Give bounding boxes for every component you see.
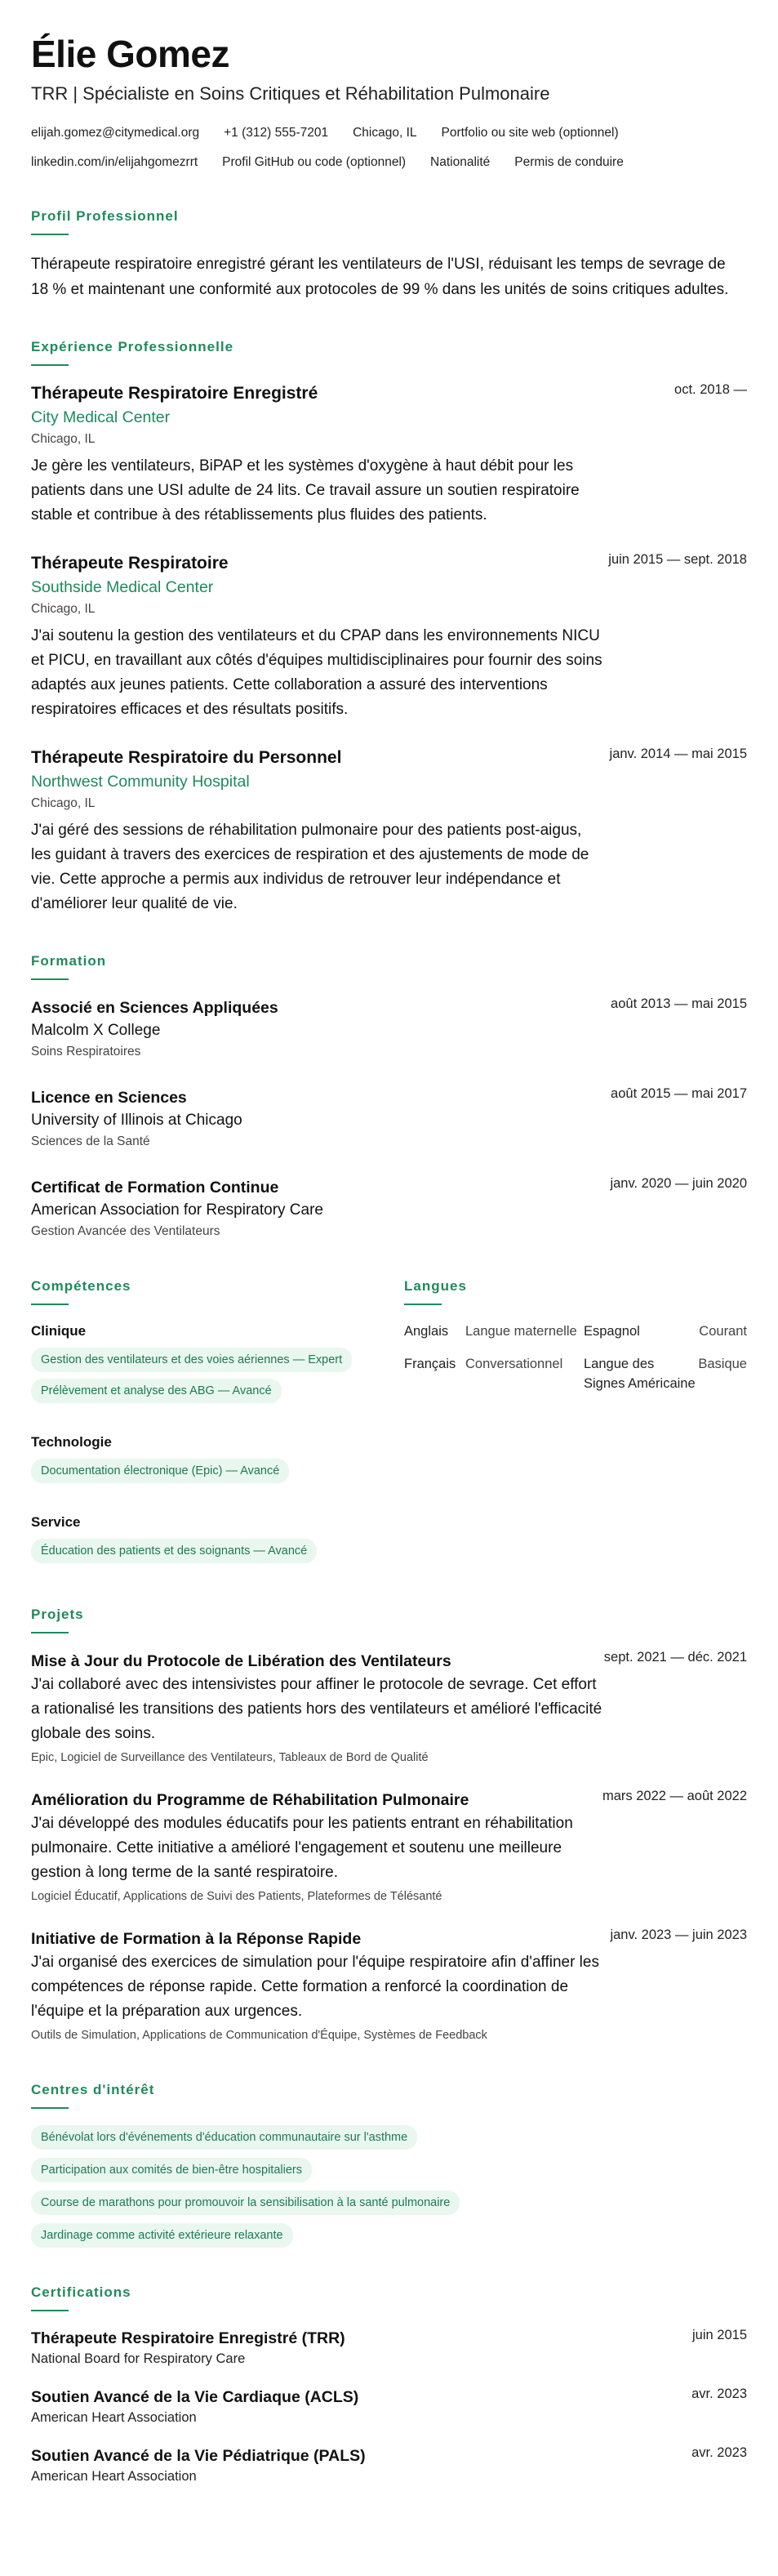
skill-category: Technologie bbox=[31, 1434, 112, 1450]
education-degree: Certificat de Formation Continue bbox=[31, 1179, 279, 1197]
certification-date: avr. 2023 bbox=[691, 2387, 747, 2401]
skills-languages-row bbox=[31, 1277, 747, 1570]
entry-date: oct. 2018 — bbox=[674, 382, 747, 397]
education-school: American Association for Respiratory Care bbox=[31, 1201, 323, 1219]
skill-category: Service bbox=[31, 1514, 81, 1530]
education-date: août 2013 — mai 2015 bbox=[611, 996, 747, 1011]
language-name: Espagnol bbox=[584, 1324, 640, 1339]
section-title: Expérience Professionnelle bbox=[31, 339, 234, 354]
project-date: mars 2022 — août 2022 bbox=[602, 1789, 747, 1803]
interest-tag: Bénévolat lors d'événements d'éducation communautaire sur l'asthme bbox=[31, 2125, 417, 2150]
education-degree: Licence en Sciences bbox=[31, 1089, 187, 1107]
section-title: Projets bbox=[31, 1607, 84, 1622]
experience-entry bbox=[31, 747, 747, 916]
contact-portfolio[interactable]: Portfolio ou site web (optionnel) bbox=[441, 126, 619, 140]
experience-section bbox=[31, 338, 747, 916]
entry-location: Chicago, IL bbox=[31, 602, 96, 616]
contact-email[interactable]: elijah.gomez@citymedical.org bbox=[31, 126, 200, 140]
project-date: janv. 2023 — juin 2023 bbox=[610, 1928, 747, 1942]
candidate-name: Élie Gomez bbox=[31, 33, 229, 75]
skill-category: Clinique bbox=[31, 1323, 87, 1339]
language-level: Courant bbox=[699, 1324, 747, 1339]
section-title: Certifications bbox=[31, 2284, 131, 2300]
contact-github[interactable]: Profil GitHub ou code (optionnel) bbox=[222, 155, 407, 169]
skills-section bbox=[31, 1277, 374, 1570]
section-title: Langues bbox=[404, 1278, 467, 1294]
certification-date: juin 2015 bbox=[692, 2328, 747, 2342]
project-description: J'ai collaboré avec des intensivistes pour affiner le protocole de sevrage. Cet effort a rationalisé les transitions des patients hors des ventilateurs et amélioré l'efficacité globale des soins. bbox=[31, 1676, 602, 1742]
interest-tag: Jardinage comme activité extérieure relaxante bbox=[31, 2223, 293, 2248]
contact-list bbox=[31, 124, 749, 172]
language-name: Français bbox=[404, 1357, 456, 1371]
project-date: sept. 2021 — déc. 2021 bbox=[603, 1650, 747, 1665]
profile-section bbox=[31, 207, 747, 302]
skill-tag: Éducation des patients et des soignants — Avancé bbox=[31, 1539, 317, 1563]
education-field: Gestion Avancée des Ventilateurs bbox=[31, 1224, 220, 1238]
education-date: janv. 2020 — juin 2020 bbox=[610, 1176, 747, 1191]
entry-location: Chicago, IL bbox=[31, 796, 96, 810]
entry-organization: City Medical Center bbox=[31, 408, 171, 426]
entry-location: Chicago, IL bbox=[31, 432, 96, 446]
project-description: J'ai développé des modules éducatifs pour les patients entrant en réhabilitation pulmonaire. Cette initiative a amélioré l'engagement et soutenu une meilleure gestion à long terme de la santé respiratoire. bbox=[31, 1815, 573, 1881]
certification-issuer: American Heart Association bbox=[31, 2469, 197, 2484]
project-technologies: Logiciel Éducatif, Applications de Suivi des Patients, Plateformes de Télésanté bbox=[31, 1890, 442, 1903]
skill-group bbox=[31, 1433, 374, 1490]
education-entry bbox=[31, 1086, 747, 1152]
contact-phone[interactable]: +1 (312) 555-7201 bbox=[224, 126, 329, 140]
skill-group bbox=[31, 1321, 374, 1410]
contact-license: Permis de conduire bbox=[514, 155, 624, 169]
education-date: août 2015 — mai 2017 bbox=[611, 1086, 747, 1101]
education-field: Sciences de la Santé bbox=[31, 1134, 150, 1148]
education-entry bbox=[31, 996, 747, 1062]
section-divider bbox=[31, 978, 69, 980]
interests-section bbox=[31, 2081, 747, 2248]
education-degree: Associé en Sciences Appliquées bbox=[31, 999, 278, 1017]
project-technologies: Epic, Logiciel de Surveillance des Ventilateurs, Tableaux de Bord de Qualité bbox=[31, 1751, 429, 1764]
contact-location: Chicago, IL bbox=[353, 126, 417, 140]
project-entry bbox=[31, 1789, 747, 1906]
education-school: Malcolm X College bbox=[31, 1022, 161, 1039]
certification-issuer: American Heart Association bbox=[31, 2410, 197, 2425]
language-level: Conversationnel bbox=[465, 1357, 563, 1371]
education-field: Soins Respiratoires bbox=[31, 1045, 141, 1058]
education-school: University of Illinois at Chicago bbox=[31, 1112, 242, 1129]
project-entry bbox=[31, 1650, 747, 1767]
header bbox=[31, 31, 747, 172]
candidate-title: TRR | Spécialiste en Soins Critiques et Réhabilitation Pulmonaire bbox=[31, 83, 550, 104]
section-title: Compétences bbox=[31, 1278, 131, 1294]
skill-group bbox=[31, 1513, 374, 1570]
section-title: Profil Professionnel bbox=[31, 208, 179, 224]
certification-entry bbox=[31, 2328, 747, 2369]
language-name: Langue des Signes Américaine bbox=[584, 1357, 696, 1391]
section-divider bbox=[31, 2310, 69, 2311]
skill-tag: Documentation électronique (Epic) — Avancé bbox=[31, 1459, 289, 1483]
section-divider bbox=[31, 1304, 69, 1305]
project-description: J'ai organisé des exercices de simulation pour l'équipe respiratoire afin d'affiner les compétences de réponse rapide. Cette formation a renforcé la coordination de l'équipe et la préparation aux urgences. bbox=[31, 1954, 599, 2020]
section-divider bbox=[404, 1304, 442, 1305]
section-divider bbox=[31, 234, 69, 235]
section-divider bbox=[31, 1632, 69, 1633]
experience-entry bbox=[31, 552, 747, 722]
language-list bbox=[404, 1321, 747, 1393]
project-title: Amélioration du Programme de Réhabilitation Pulmonaire bbox=[31, 1791, 469, 1809]
skill-tag: Prélèvement et analyse des ABG — Avancé bbox=[31, 1379, 282, 1403]
certification-name: Thérapeute Respiratoire Enregistré (TRR) bbox=[31, 2329, 345, 2347]
project-title: Initiative de Formation à la Réponse Rapide bbox=[31, 1930, 362, 1948]
certification-entry bbox=[31, 2387, 747, 2427]
project-title: Mise à Jour du Protocole de Libération des Ventilateurs bbox=[31, 1652, 451, 1670]
project-technologies: Outils de Simulation, Applications de Communication d'Équipe, Systèmes de Feedback bbox=[31, 2029, 487, 2042]
section-divider bbox=[31, 2107, 69, 2109]
certification-issuer: National Board for Respiratory Care bbox=[31, 2351, 246, 2366]
contact-nationality: Nationalité bbox=[430, 155, 491, 169]
section-divider bbox=[31, 364, 69, 366]
certification-entry bbox=[31, 2445, 747, 2486]
section-title: Centres d'intérêt bbox=[31, 2082, 155, 2097]
education-entry bbox=[31, 1176, 747, 1241]
project-entry bbox=[31, 1928, 747, 2045]
entry-date: juin 2015 — sept. 2018 bbox=[608, 552, 747, 567]
contact-linkedin[interactable]: linkedin.com/in/elijahgomezrrt bbox=[31, 155, 198, 169]
languages-section bbox=[404, 1277, 747, 1570]
certifications-section bbox=[31, 2284, 747, 2486]
interest-tag: Course de marathons pour promouvoir la sensibilisation à la santé pulmonaire bbox=[31, 2190, 460, 2215]
language-level: Langue maternelle bbox=[465, 1324, 577, 1339]
experience-entry bbox=[31, 382, 747, 528]
section-title: Formation bbox=[31, 953, 107, 969]
entry-title: Thérapeute Respiratoire bbox=[31, 554, 229, 573]
certification-date: avr. 2023 bbox=[691, 2445, 747, 2460]
entry-organization: Southside Medical Center bbox=[31, 578, 214, 596]
entry-description: J'ai géré des sessions de réhabilitation pulmonaire pour des patients post-aigus, les guidant à travers des exercices de respiration et des ajustements de mode de vie. Cette approche a permis aux individus de retrouver leur indépendance et d'améliorer leur qualité de vie. bbox=[31, 822, 589, 912]
entry-description: J'ai soutenu la gestion des ventilateurs et du CPAP dans les environnements NICU et PICU, en travaillant aux côtés d'équipes multidisciplinaires pour fournir des soins adaptés aux jeunes patients. Cette collaboration a assuré des interventions respiratoires efficaces et des résultats positifs. bbox=[31, 627, 602, 718]
profile-summary: Thérapeute respiratoire enregistré gérant les ventilateurs de l'USI, réduisant les temps de sevrage de 18 % et maintenant une conformité aux protocoles de 99 % dans les unités de soins critiques adultes. bbox=[31, 256, 729, 298]
entry-organization: Northwest Community Hospital bbox=[31, 773, 250, 791]
entry-title: Thérapeute Respiratoire du Personnel bbox=[31, 748, 342, 767]
certification-name: Soutien Avancé de la Vie Cardiaque (ACLS) bbox=[31, 2388, 359, 2406]
language-level: Basique bbox=[698, 1357, 747, 1371]
education-section bbox=[31, 952, 747, 1241]
entry-title: Thérapeute Respiratoire Enregistré bbox=[31, 384, 318, 403]
skill-tag: Gestion des ventilateurs et des voies aériennes — Expert bbox=[31, 1348, 352, 1372]
entry-description: Je gère les ventilateurs, BiPAP et les systèmes d'oxygène à haut débit pour les patients dans une USI adulte de 24 lits. Ce travail assure un soutien respiratoire stable et contribue à des rétablissements plus fluides des patients. bbox=[31, 457, 580, 524]
certification-name: Soutien Avancé de la Vie Pédiatrique (PALS) bbox=[31, 2447, 366, 2465]
language-name: Anglais bbox=[404, 1324, 449, 1339]
entry-date: janv. 2014 — mai 2015 bbox=[609, 747, 747, 761]
interest-tag: Participation aux comités de bien-être hospitaliers bbox=[31, 2158, 312, 2182]
projects-section bbox=[31, 1606, 747, 2045]
